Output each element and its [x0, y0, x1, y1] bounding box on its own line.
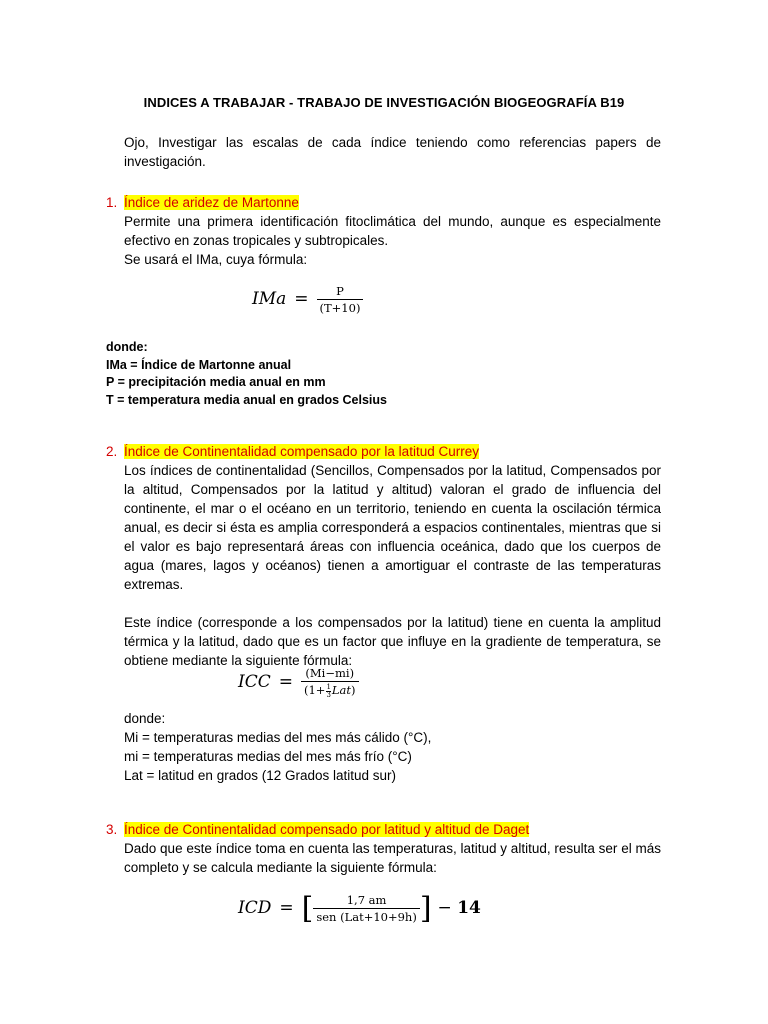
formula-equals: =: [278, 671, 293, 692]
paragraph: Dado que este índice toma en cuenta las temperaturas, latitud y altitud, resulta ser el más completo y se calcula mediante la siguiente fórmula:: [124, 841, 661, 875]
definition-line: mi = temperaturas medias del mes más frío (°C): [124, 749, 412, 764]
definitions-martonne: [106, 339, 387, 409]
section-heading: [106, 442, 661, 461]
paragraph: Se usará el IMa, cuya fórmula:: [124, 252, 308, 267]
section-body: [106, 839, 661, 877]
definition-line: donde:: [106, 340, 148, 354]
section-title: Índice de aridez de Martonne: [124, 195, 299, 210]
formula-daget: [238, 890, 481, 926]
section-number: 1.: [106, 195, 118, 210]
definition-line: Lat = latitud en grados (12 Grados latitud sur): [124, 768, 397, 783]
section-number: 3.: [106, 822, 118, 837]
section-title: Índice de Continentalidad compensado por latitud y altitud de Daget: [124, 822, 530, 837]
paragraph: Los índices de continentalidad (Sencillos, Compensados por la latitud, Compensados por la altitud, Compensados por la latitud y altitud) valoran el grado de influencia del continente, el mar o el océano en un territorio, teniendo en cuenta la oscilación térmica anual, es decir si ésta es amplia corresponderá a espacios continentales, mientras que si el valor es bajo representará áreas con influencia oceánica, dado que los cuerpos de agua (mares, lagos y océanos) tienen a amortiguar el contraste de las temperaturas extremas.: [124, 463, 661, 592]
definitions-currey: [106, 709, 661, 785]
section-heading: [106, 193, 661, 212]
section-body: [106, 461, 661, 670]
denominator-suffix: ): [351, 683, 356, 697]
formula-tail: [438, 899, 481, 918]
fraction-denominator: sen (Lat+10+9h): [313, 908, 420, 924]
section-body: [106, 709, 661, 785]
formula-equals: =: [279, 898, 294, 918]
definition-line: IMa = Índice de Martonne anual: [106, 357, 292, 372]
definition-line: donde:: [124, 711, 166, 726]
minus-sign: −: [437, 898, 452, 918]
formula-lhs: ICD: [238, 898, 272, 918]
denominator-prefix: (1+: [303, 683, 326, 697]
fraction-numerator: 1,7 am: [346, 893, 387, 907]
formula-martonne: [252, 284, 363, 315]
formula-equals: =: [294, 289, 309, 309]
fraction-denominator: [301, 681, 359, 699]
fraction-numerator: P: [336, 284, 344, 298]
definition-line: P = precipitación media anual en mm: [106, 375, 326, 389]
small-fraction-numerator: 1: [326, 682, 331, 691]
definition-line: Mi = temperaturas medias del mes más cálido (°C),: [124, 730, 432, 745]
formula-fraction: [313, 893, 420, 924]
formula-fraction: [317, 284, 364, 315]
fraction-numerator: (Mi−mi): [305, 666, 355, 680]
constant-value: 14: [457, 898, 481, 918]
research-note: Ojo, Investigar las escalas de cada índice teniendo como referencias papers de investigación.: [124, 135, 661, 169]
page-title: INDICES A TRABAJAR - TRABAJO DE INVESTIGACIÓN BIOGEOGRAFÍA B19: [143, 95, 625, 110]
section-currey: [106, 442, 661, 670]
section-number: 2.: [106, 444, 118, 459]
paragraph: Permite una primera identificación fitoclimática del mundo, aunque es especialmente efectivo en zonas tropicales y subtropicales.: [124, 214, 661, 248]
formula-fraction: [301, 666, 359, 699]
paragraph: Este índice (corresponde a los compensados por la latitud) tiene en cuenta la amplitud térmica y la latitud, dado que es un factor que influye en la gradiente de temperatura, se obtiene mediante la siguiente fórmula:: [124, 615, 661, 668]
formula-lhs: IMa: [252, 289, 287, 309]
definition-line: T = temperatura media anual en grados Celsius: [106, 392, 387, 407]
formula-currey: [238, 666, 359, 699]
small-fraction-denominator: 3: [326, 690, 331, 699]
fraction-denominator: (T+10): [317, 299, 364, 315]
section-title: Índice de Continentalidad compensado por la latitud Currey: [124, 444, 479, 459]
formula-lhs: ICC: [238, 671, 271, 692]
left-bracket: [: [301, 890, 314, 926]
section-daget: [106, 820, 661, 877]
small-fraction: [326, 684, 330, 699]
denominator-variable: Lat: [331, 683, 352, 697]
section-heading: [106, 820, 661, 839]
section-body: [106, 212, 661, 269]
section-martonne: [106, 193, 661, 269]
right-bracket: ]: [419, 890, 432, 926]
